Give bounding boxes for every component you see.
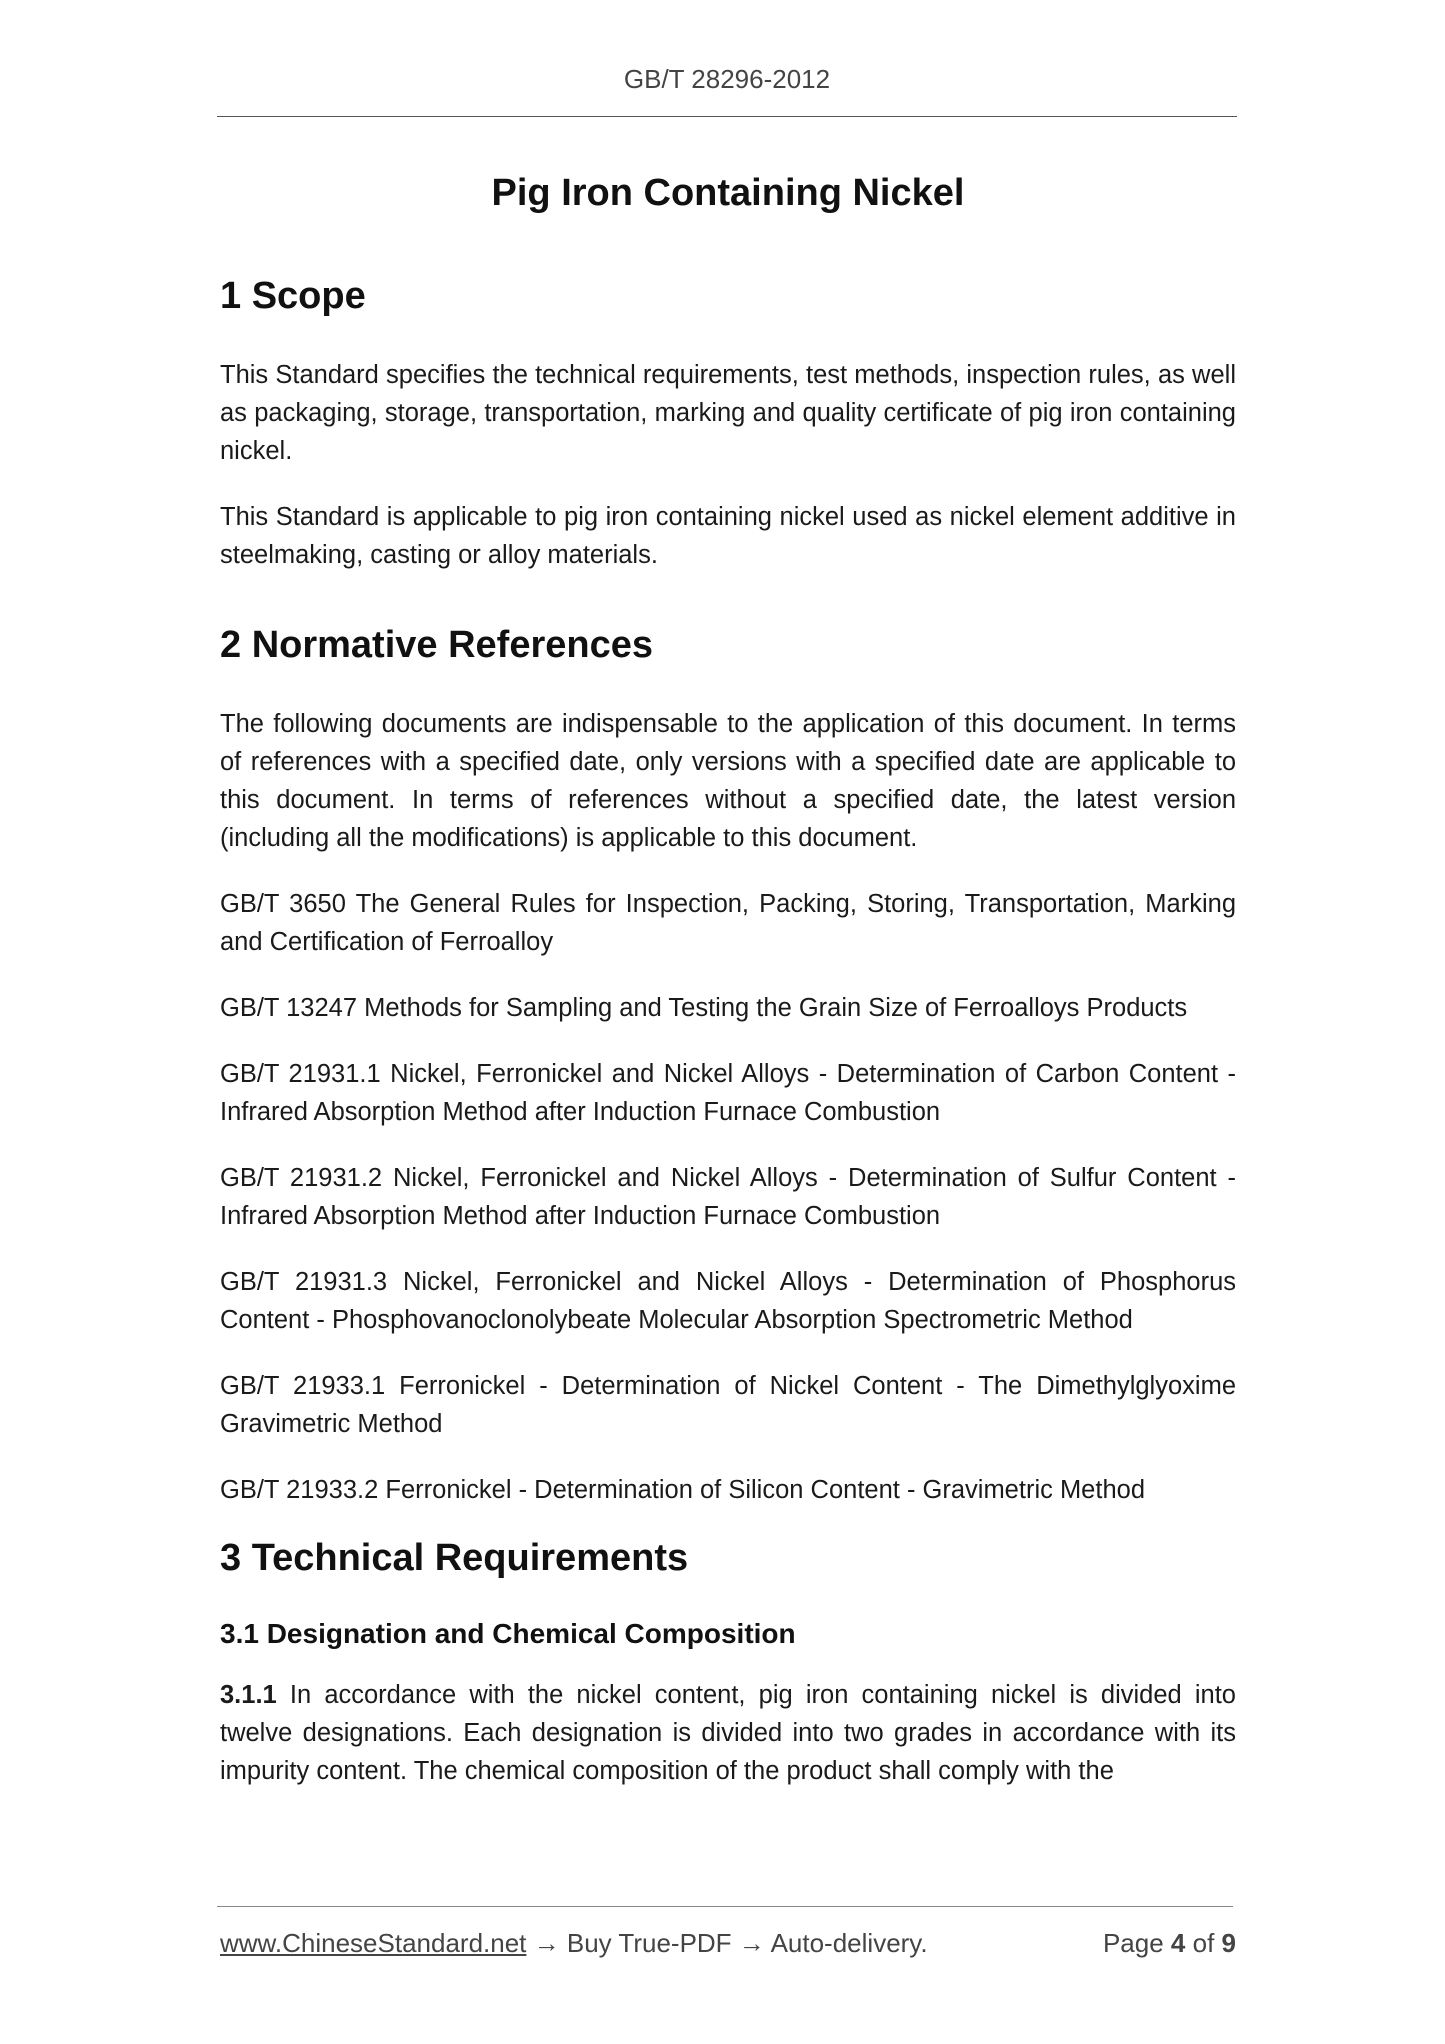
header-divider	[217, 116, 1237, 117]
reference-item: GB/T 21931.2 Nickel, Ferronickel and Nickel Alloys - Determination of Sulfur Content - Infrared Absorption Method after Induction Furnace Combustion	[220, 1164, 1236, 1230]
normative-references	[220, 705, 1236, 1509]
clause-number: 3.1.1	[220, 1681, 277, 1709]
page-indicator	[1103, 1928, 1236, 1959]
reference-item: GB/T 3650 The General Rules for Inspection, Packing, Storing, Transportation, Marking and Certification of Ferroalloy	[220, 890, 1236, 956]
header-doc-code: GB/T 28296-2012	[623, 64, 831, 94]
section-3-heading: 3 Technical Requirements	[220, 1537, 689, 1579]
document-title: Pig Iron Containing Nickel	[491, 172, 965, 214]
footer-promo: → Buy True-PDF → Auto-delivery.	[526, 1928, 928, 1958]
scope-paragraph-2: This Standard is applicable to pig iron containing nickel used as nickel element additive in steelmaking, casting or alloy materials.	[220, 503, 1236, 569]
page-label: Page	[1102, 1928, 1164, 1958]
section-1-heading: 1 Scope	[220, 275, 366, 317]
reference-item: GB/T 21933.2 Ferronickel - Determination of Silicon Content - Gravimetric Method	[220, 1476, 1145, 1504]
page-header	[217, 64, 1237, 95]
document-body	[220, 172, 1236, 1818]
page-footer	[220, 1928, 1236, 1959]
clause-3-1-1	[220, 1676, 1236, 1790]
section-2-heading: 2 Normative References	[220, 624, 653, 666]
page-current: 4	[1170, 1928, 1186, 1958]
page-total: 9	[1221, 1928, 1236, 1958]
reference-item: GB/T 21931.1 Nickel, Ferronickel and Nickel Alloys - Determination of Carbon Content - Infrared Absorption Method after Induction Furnace Combustion	[220, 1060, 1236, 1126]
reference-item: GB/T 13247 Methods for Sampling and Testing the Grain Size of Ferroalloys Products	[220, 994, 1188, 1022]
scope-paragraph-1: This Standard specifies the technical requirements, test methods, inspection rules, as well as packaging, storage, transportation, marking and quality certificate of pig iron containing nickel.	[220, 361, 1236, 465]
clause-text: In accordance with the nickel content, pig iron containing nickel is divided into twelve designations. Each designation is divided into two grades in accordance with its impurity content. The chemical composition of the product shall comply with the	[220, 1681, 1236, 1785]
subsection-3-1-heading: 3.1 Designation and Chemical Composition	[220, 1618, 796, 1649]
reference-item: GB/T 21933.1 Ferronickel - Determination of Nickel Content - The Dimethylglyoxime Gravimetric Method	[220, 1372, 1236, 1438]
references-intro: The following documents are indispensable to the application of this document. In terms of references with a specified date, only versions with a specified date are applicable to this document. In terms of references without a specified date, the latest version (including all the modifications) is applicable to this document.	[220, 710, 1236, 852]
website-link[interactable]: www.ChineseStandard.net	[220, 1928, 527, 1958]
reference-item: GB/T 21931.3 Nickel, Ferronickel and Nickel Alloys - Determination of Phosphorus Content - Phosphovanoclonolybeate Molecular Absorption Spectrometric Method	[220, 1268, 1236, 1334]
page-of: of	[1192, 1928, 1215, 1958]
footer-divider	[217, 1906, 1233, 1907]
